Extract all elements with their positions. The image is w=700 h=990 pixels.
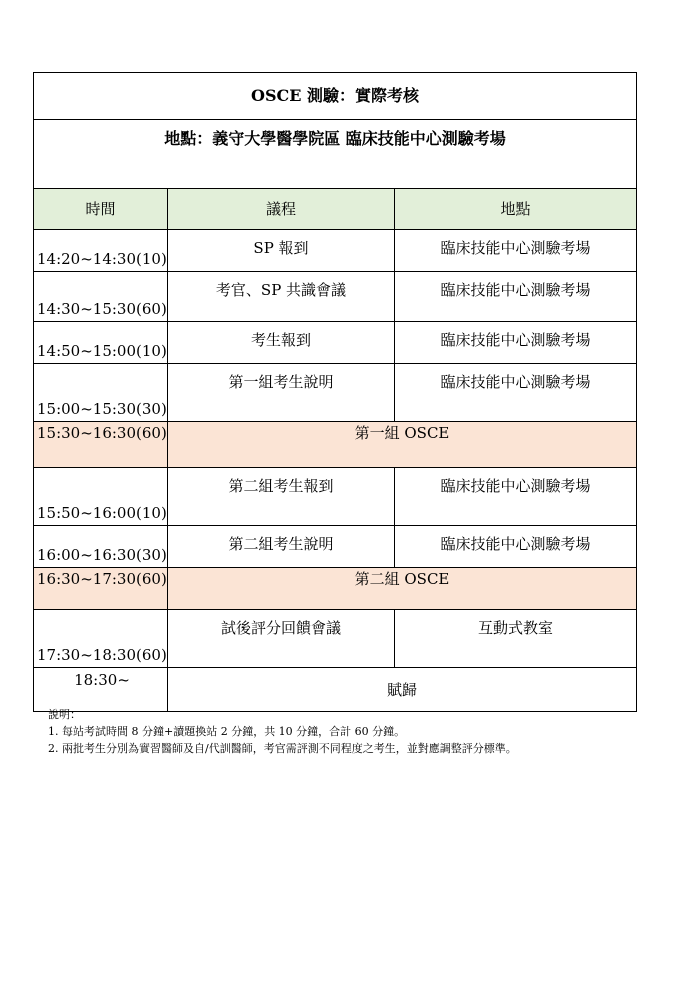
time-cell: 14:20~14:30(10) [34, 230, 168, 272]
merged-cell: 賦歸 [168, 668, 637, 712]
table-row [34, 272, 637, 322]
time-cell: 16:30~17:30(60) [34, 568, 168, 610]
time-cell: 14:30~15:30(60) [34, 272, 168, 322]
place-cell: 臨床技能中心測驗考場 [395, 272, 637, 322]
note-item: 1. 每站考試時間 8 分鐘+讀題換站 2 分鐘，共 10 分鐘，合計 60 分鐘。 [48, 725, 406, 738]
notes-heading: 說明： [48, 708, 81, 721]
table-row-highlight [34, 422, 637, 468]
merged-cell: 第二組 OSCE [168, 568, 637, 610]
agenda-cell: 第一組考生說明 [168, 364, 395, 422]
table-row [34, 364, 637, 422]
header-agenda: 議程 [168, 189, 395, 230]
header-time: 時間 [34, 189, 168, 230]
time-cell: 15:00~15:30(30) [34, 364, 168, 422]
document-title: OSCE 測驗：實際考核 [34, 73, 637, 120]
time-cell: 15:50~16:00(10) [34, 468, 168, 526]
agenda-cell: 第二組考生報到 [168, 468, 395, 526]
note-item: 2. 兩批考生分別為實習醫師及自/代訓醫師，考官需評測不同程度之考生，並對應調整評分標準。 [48, 742, 517, 755]
table-row-highlight [34, 568, 637, 610]
agenda-cell: SP 報到 [168, 230, 395, 272]
agenda-cell: 考生報到 [168, 322, 395, 364]
time-cell: 14:50~15:00(10) [34, 322, 168, 364]
time-cell: 15:30~16:30(60) [34, 422, 168, 468]
time-cell: 18:30~ [34, 668, 168, 712]
place-cell: 臨床技能中心測驗考場 [395, 322, 637, 364]
place-cell: 臨床技能中心測驗考場 [395, 364, 637, 422]
table-row [34, 668, 637, 712]
table-row [34, 526, 637, 568]
table-row [34, 468, 637, 526]
schedule-table [33, 72, 637, 712]
time-cell: 17:30~18:30(60) [34, 610, 168, 668]
table-row [34, 230, 637, 272]
table-row [34, 322, 637, 364]
agenda-cell: 考官、SP 共識會議 [168, 272, 395, 322]
place-cell: 臨床技能中心測驗考場 [395, 526, 637, 568]
notes-section [48, 706, 517, 757]
merged-cell: 第一組 OSCE [168, 422, 637, 468]
location-line: 地點：義守大學醫學院區 臨床技能中心測驗考場 [34, 120, 637, 189]
place-cell: 互動式教室 [395, 610, 637, 668]
place-cell: 臨床技能中心測驗考場 [395, 468, 637, 526]
table-row [34, 610, 637, 668]
time-cell: 16:00~16:30(30) [34, 526, 168, 568]
place-cell: 臨床技能中心測驗考場 [395, 230, 637, 272]
agenda-cell: 第二組考生說明 [168, 526, 395, 568]
agenda-cell: 試後評分回饋會議 [168, 610, 395, 668]
header-place: 地點 [395, 189, 637, 230]
